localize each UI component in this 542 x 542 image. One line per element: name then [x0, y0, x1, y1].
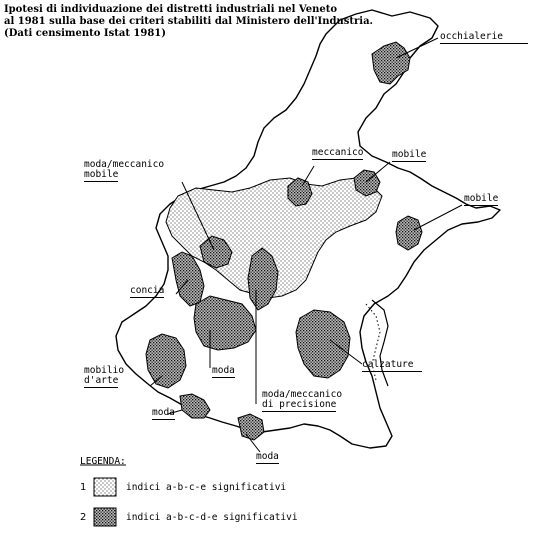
map-title-line-3: (Dati censimento Istat 1981): [4, 28, 166, 39]
legend-item-1-number: 1: [80, 482, 87, 493]
label-moda-meccanico-precisione-2: di precisione: [262, 399, 337, 410]
label-moda-meccanico-mobile-1: moda/meccanico: [84, 159, 165, 170]
legend-title: LEGENDA:: [80, 456, 126, 467]
coastline: [372, 300, 388, 386]
legend-swatch-1: [94, 478, 116, 496]
legend-item-2-number: 2: [80, 512, 87, 523]
label-concia: concia: [130, 285, 165, 296]
map-title-line-1: Ipotesi di individuazione dei distretti industriali nel Veneto: [4, 4, 338, 15]
label-mobile-belluno: mobile: [392, 149, 427, 160]
label-occhialerie: occhialerie: [440, 32, 528, 44]
label-moda-south: moda: [256, 451, 279, 462]
label-moda-meccanico-precisione-1: moda/meccanico: [262, 389, 343, 400]
legend-item-2-text: indici a-b-c-d-e significativi: [126, 512, 298, 523]
legend-item-1-text: indici a-b-c-e significativi: [126, 482, 287, 493]
label-moda-central: moda: [212, 365, 235, 376]
legend-swatch-2: [94, 508, 116, 526]
label-mobilio-arte-2: d'arte: [84, 375, 119, 386]
label-mobile-east: mobile: [464, 193, 499, 204]
label-moda-west: moda: [152, 407, 175, 418]
label-meccanico: meccanico: [312, 147, 364, 158]
label-mobilio-arte-1: mobilio: [84, 365, 125, 376]
label-calzature: calzature: [362, 360, 422, 372]
map-title-line-2: al 1981 sulla base dei criteri stabiliti dal Ministero dell'Industria.: [4, 16, 374, 27]
label-moda-meccanico-mobile-2: mobile: [84, 169, 119, 180]
